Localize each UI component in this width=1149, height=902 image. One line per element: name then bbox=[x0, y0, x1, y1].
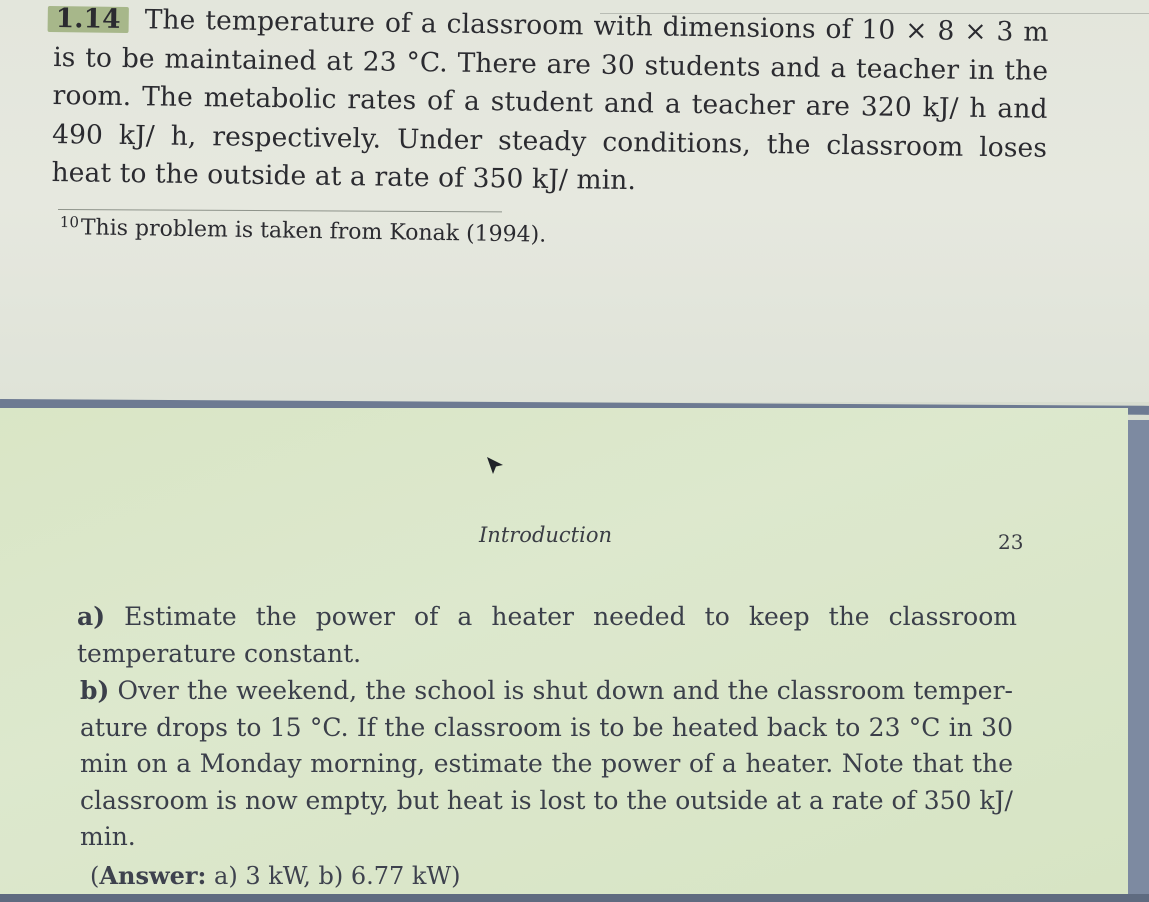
part-a bbox=[77, 599, 1017, 672]
page-number: 23 bbox=[998, 530, 1024, 554]
problem-statement bbox=[51, 0, 1049, 206]
footnote-rule bbox=[58, 209, 502, 212]
part-b-text: Over the weekend, the school is shut down and the classroom temper- ature drops to 15 °C. If the classroom is to be heated back to 23 °C in 30 min on a Monday morning, estimate the power of a heater. Note that the classroom is now empty, but heat is lost to the outside at a rate of 350 kJ/ min. bbox=[80, 676, 1013, 851]
mouse-pointer-icon bbox=[486, 456, 504, 476]
footnote bbox=[60, 213, 547, 248]
problem-number: 1.14 bbox=[48, 6, 129, 33]
part-a-label: a) bbox=[77, 602, 106, 631]
footnote-marker: 10 bbox=[59, 213, 80, 232]
upper-page bbox=[0, 0, 1149, 402]
footnote-text: This problem is taken from Konak (1994). bbox=[80, 215, 547, 248]
part-b bbox=[80, 673, 1013, 856]
answer-label: Answer: bbox=[99, 861, 207, 890]
part-b-label: b) bbox=[80, 676, 110, 705]
part-a-text: Estimate the power of a heater needed to keep the classroom temperature constant. bbox=[77, 602, 1017, 668]
problem-text: The temperature of a classroom with dimensions of 10 × 8 × 3 m is to be maintained at 23 °C. There are 30 students and a teacher in the room. The metabolic rates of a student and a teacher are 320 kJ/ h and 490 kJ/ h, respectively. Under steady conditions, the classroom loses heat to the outside at a rate of 350 kJ/ min. bbox=[51, 4, 1049, 197]
running-head: Introduction bbox=[479, 523, 612, 547]
answer-open-paren: ( bbox=[90, 862, 100, 890]
right-edge bbox=[1128, 420, 1149, 902]
answer bbox=[90, 861, 461, 890]
answer-text: a) 3 kW, b) 6.77 kW) bbox=[214, 862, 461, 890]
bottom-edge bbox=[0, 894, 1149, 902]
